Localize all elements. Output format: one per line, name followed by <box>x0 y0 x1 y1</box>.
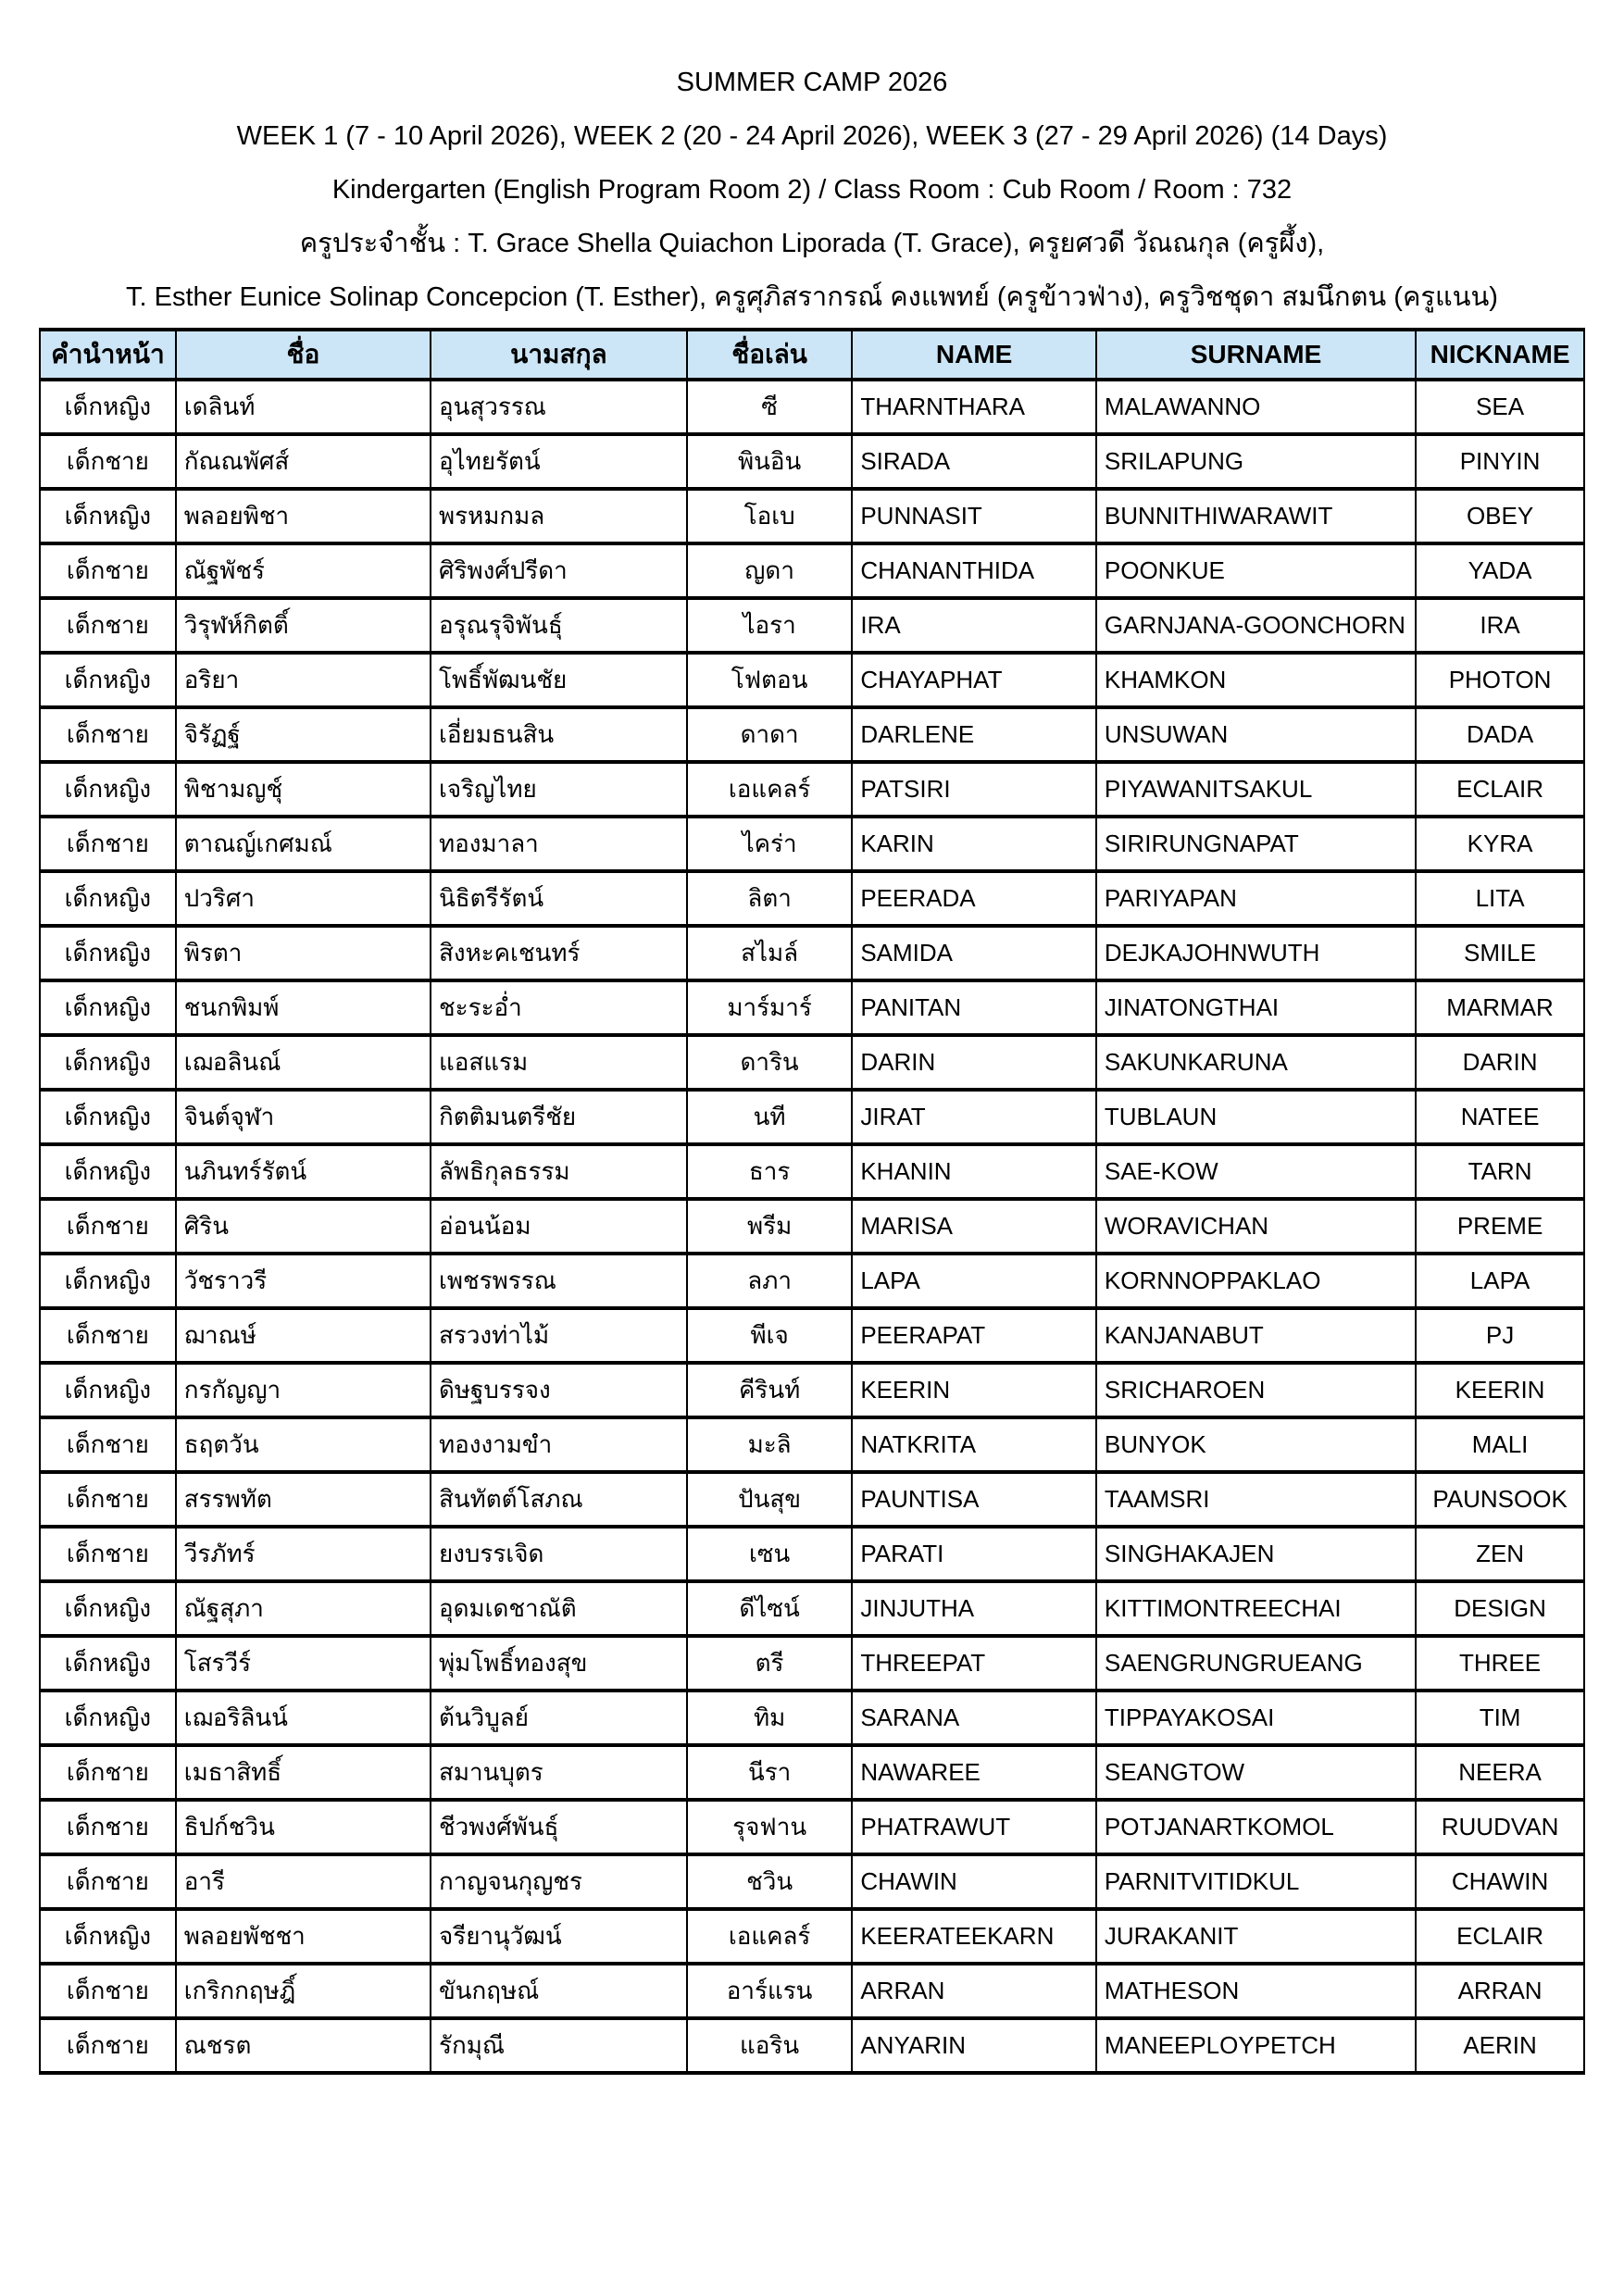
surname-cell: KITTIMONTREECHAI <box>1096 1581 1416 1636</box>
table-row <box>40 871 1584 926</box>
thai-first-name-cell: วีรภัทร์ <box>176 1527 431 1581</box>
surname-cell: TAAMSRI <box>1096 1472 1416 1527</box>
thai-first-name-cell: พลอยพิชา <box>176 489 431 543</box>
name-cell: CHAWIN <box>852 1854 1096 1909</box>
thai-first-name-cell: ศิริน <box>176 1199 431 1254</box>
thai-nickname-cell: พินอิน <box>687 434 852 489</box>
prefix-cell: เด็กหญิง <box>40 762 176 817</box>
table-row <box>40 1527 1584 1581</box>
table-row <box>40 1090 1584 1144</box>
prefix-cell: เด็กหญิง <box>40 1363 176 1417</box>
table-row <box>40 1144 1584 1199</box>
table-row <box>40 817 1584 871</box>
thai-nickname-cell: ลิตา <box>687 871 852 926</box>
teachers-line-1: ครูประจำชั้น : T. Grace Shella Quiachon Liporada (T. Grace), ครูยศวดี วัณณกุล (ครูผึ้ง), <box>299 229 1325 258</box>
thai-nickname-cell: คีรินท์ <box>687 1363 852 1417</box>
nickname-cell: ARRAN <box>1416 1964 1584 2018</box>
prefix-cell: เด็กหญิง <box>40 1691 176 1745</box>
prefix-cell: เด็กหญิง <box>40 1090 176 1144</box>
prefix-cell: เด็กหญิง <box>40 489 176 543</box>
surname-cell: JINATONGTHAI <box>1096 980 1416 1035</box>
table-row <box>40 1691 1584 1745</box>
name-cell: SIRADA <box>852 434 1096 489</box>
name-cell: KARIN <box>852 817 1096 871</box>
surname-cell: SRICHAROEN <box>1096 1363 1416 1417</box>
name-cell: DARLENE <box>852 707 1096 762</box>
nickname-cell: TARN <box>1416 1144 1584 1199</box>
table-row <box>40 380 1584 434</box>
thai-first-name-cell: กัณณพัศส์ <box>176 434 431 489</box>
thai-last-name-cell: ทองมาลา <box>431 817 687 871</box>
nickname-cell: PINYIN <box>1416 434 1584 489</box>
thai-first-name-cell: ธิปก์ชวิน <box>176 1800 431 1854</box>
surname-cell: SIRIRUNGNAPAT <box>1096 817 1416 871</box>
thai-nickname-cell: เซน <box>687 1527 852 1581</box>
thai-last-name-cell: สินทัตต์โสภณ <box>431 1472 687 1527</box>
surname-cell: GARNJANA-GOONCHORN <box>1096 598 1416 653</box>
surname-cell: POONKUE <box>1096 543 1416 598</box>
roster-table <box>39 328 1585 2075</box>
thai-nickname-cell: อาร์แรน <box>687 1964 852 2018</box>
prefix-cell: เด็กหญิง <box>40 653 176 707</box>
prefix-cell: เด็กหญิง <box>40 1144 176 1199</box>
name-cell: PEERAPAT <box>852 1308 1096 1363</box>
nickname-cell: THREE <box>1416 1636 1584 1691</box>
name-cell: MARISA <box>852 1199 1096 1254</box>
name-cell: NAWAREE <box>852 1745 1096 1800</box>
thai-first-name-cell: พิชามญชุ์ <box>176 762 431 817</box>
surname-cell: SINGHAKAJEN <box>1096 1527 1416 1581</box>
prefix-cell: เด็กชาย <box>40 2018 176 2073</box>
thai-nickname-cell: ชวิน <box>687 1854 852 1909</box>
thai-nickname-cell: ตรี <box>687 1636 852 1691</box>
nickname-cell: DADA <box>1416 707 1584 762</box>
prefix-cell: เด็กชาย <box>40 543 176 598</box>
thai-first-name-cell: ปวริศา <box>176 871 431 926</box>
page-title: SUMMER CAMP 2026 <box>676 68 948 97</box>
surname-cell: SAKUNKARUNA <box>1096 1035 1416 1090</box>
prefix-cell: เด็กหญิง <box>40 1254 176 1308</box>
thai-last-name-cell: เพชรพรรณ <box>431 1254 687 1308</box>
surname-cell: POTJANARTKOMOL <box>1096 1800 1416 1854</box>
table-row <box>40 1800 1584 1854</box>
nickname-cell: MARMAR <box>1416 980 1584 1035</box>
surname-cell: SRILAPUNG <box>1096 434 1416 489</box>
prefix-cell: เด็กชาย <box>40 1472 176 1527</box>
thai-nickname-cell: ทิม <box>687 1691 852 1745</box>
prefix-cell: เด็กหญิง <box>40 1909 176 1964</box>
thai-nickname-cell: ไคร่า <box>687 817 852 871</box>
prefix-cell: เด็กชาย <box>40 1800 176 1854</box>
surname-cell: PARIYAPAN <box>1096 871 1416 926</box>
surname-cell: PIYAWANITSAKUL <box>1096 762 1416 817</box>
table-row <box>40 1909 1584 1964</box>
surname-cell: DEJKAJOHNWUTH <box>1096 926 1416 980</box>
thai-last-name-cell: อ่อนน้อม <box>431 1199 687 1254</box>
surname-cell: MANEEPLOYPETCH <box>1096 2018 1416 2073</box>
thai-first-name-cell: ฌาณษ์ <box>176 1308 431 1363</box>
thai-last-name-cell: สิงหะคเชนทร์ <box>431 926 687 980</box>
table-row <box>40 489 1584 543</box>
thai-last-name-cell: รักมุณี <box>431 2018 687 2073</box>
name-cell: CHANANTHIDA <box>852 543 1096 598</box>
thai-first-name-cell: จินต์จุฬา <box>176 1090 431 1144</box>
nickname-cell: CHAWIN <box>1416 1854 1584 1909</box>
column-header-surname: SURNAME <box>1096 330 1416 380</box>
name-cell: KEERIN <box>852 1363 1096 1417</box>
surname-cell: TIPPAYAKOSAI <box>1096 1691 1416 1745</box>
prefix-cell: เด็กชาย <box>40 1308 176 1363</box>
table-row <box>40 1035 1584 1090</box>
thai-last-name-cell: อุไทยรัตน์ <box>431 434 687 489</box>
thai-first-name-cell: พลอยพัชชา <box>176 1909 431 1964</box>
surname-cell: JURAKANIT <box>1096 1909 1416 1964</box>
thai-first-name-cell: เฌอลินณ์ <box>176 1035 431 1090</box>
prefix-cell: เด็กหญิง <box>40 380 176 434</box>
nickname-cell: PREME <box>1416 1199 1584 1254</box>
name-cell: JIRAT <box>852 1090 1096 1144</box>
table-row <box>40 1636 1584 1691</box>
thai-last-name-cell: อุนสุวรรณ <box>431 380 687 434</box>
thai-first-name-cell: เฌอริลินน์ <box>176 1691 431 1745</box>
column-header-prefix: คำนำหน้า <box>40 330 176 380</box>
table-row <box>40 1254 1584 1308</box>
name-cell: SAMIDA <box>852 926 1096 980</box>
class-room-line: Kindergarten (English Program Room 2) / Class Room : Cub Room / Room : 732 <box>331 175 1293 205</box>
table-row <box>40 1308 1584 1363</box>
thai-first-name-cell: เดลินท์ <box>176 380 431 434</box>
nickname-cell: RUUDVAN <box>1416 1800 1584 1854</box>
thai-nickname-cell: นที <box>687 1090 852 1144</box>
name-cell: SARANA <box>852 1691 1096 1745</box>
nickname-cell: LAPA <box>1416 1254 1584 1308</box>
surname-cell: KANJANABUT <box>1096 1308 1416 1363</box>
prefix-cell: เด็กชาย <box>40 1745 176 1800</box>
nickname-cell: SEA <box>1416 380 1584 434</box>
nickname-cell: ECLAIR <box>1416 762 1584 817</box>
surname-cell: BUNYOK <box>1096 1417 1416 1472</box>
surname-cell: UNSUWAN <box>1096 707 1416 762</box>
thai-last-name-cell: แอสแรม <box>431 1035 687 1090</box>
teachers-line-2: T. Esther Eunice Solinap Concepcion (T. Esther), ครูศุภิสรากรณ์ คงแพทย์ (ครูข้าวฟ่าง), ครูวิชชุดา สมนึกตน (ครูแนน) <box>126 282 1498 312</box>
thai-nickname-cell: ดาริน <box>687 1035 852 1090</box>
thai-last-name-cell: สมานบุตร <box>431 1745 687 1800</box>
thai-last-name-cell: พุ่มโพธิ์ทองสุข <box>431 1636 687 1691</box>
prefix-cell: เด็กชาย <box>40 1199 176 1254</box>
nickname-cell: DARIN <box>1416 1035 1584 1090</box>
name-cell: ANYARIN <box>852 2018 1096 2073</box>
name-cell: LAPA <box>852 1254 1096 1308</box>
name-cell: THREEPAT <box>852 1636 1096 1691</box>
table-row <box>40 1472 1584 1527</box>
thai-first-name-cell: ณัฐสุภา <box>176 1581 431 1636</box>
nickname-cell: MALI <box>1416 1417 1584 1472</box>
thai-first-name-cell: กรกัญญา <box>176 1363 431 1417</box>
thai-nickname-cell: โอเบ <box>687 489 852 543</box>
weeks-line: WEEK 1 (7 - 10 April 2026), WEEK 2 (20 - 24 April 2026), WEEK 3 (27 - 29 April 2026) (14 Days) <box>236 121 1388 151</box>
prefix-cell: เด็กชาย <box>40 817 176 871</box>
name-cell: KEERATEEKARN <box>852 1909 1096 1964</box>
thai-nickname-cell: ไอรา <box>687 598 852 653</box>
name-cell: JINJUTHA <box>852 1581 1096 1636</box>
thai-nickname-cell: ลภา <box>687 1254 852 1308</box>
thai-last-name-cell: ดิษฐบรรจง <box>431 1363 687 1417</box>
thai-first-name-cell: ณชรต <box>176 2018 431 2073</box>
table-row <box>40 1363 1584 1417</box>
thai-first-name-cell: จิรัฏฐ์ <box>176 707 431 762</box>
prefix-cell: เด็กหญิง <box>40 980 176 1035</box>
thai-nickname-cell: พรีม <box>687 1199 852 1254</box>
prefix-cell: เด็กชาย <box>40 1527 176 1581</box>
table-row <box>40 1745 1584 1800</box>
table-row <box>40 926 1584 980</box>
name-cell: NATKRITA <box>852 1417 1096 1472</box>
thai-first-name-cell: นภินทร์รัตน์ <box>176 1144 431 1199</box>
thai-nickname-cell: นีรา <box>687 1745 852 1800</box>
surname-cell: SAENGRUNGRUEANG <box>1096 1636 1416 1691</box>
thai-last-name-cell: จรียานุวัฒน์ <box>431 1909 687 1964</box>
nickname-cell: OBEY <box>1416 489 1584 543</box>
prefix-cell: เด็กหญิง <box>40 871 176 926</box>
thai-last-name-cell: เจริญไทย <box>431 762 687 817</box>
surname-cell: PARNITVITIDKUL <box>1096 1854 1416 1909</box>
name-cell: PARATI <box>852 1527 1096 1581</box>
surname-cell: BUNNITHIWARAWIT <box>1096 489 1416 543</box>
column-header-name: NAME <box>852 330 1096 380</box>
name-cell: PHATRAWUT <box>852 1800 1096 1854</box>
nickname-cell: PHOTON <box>1416 653 1584 707</box>
prefix-cell: เด็กชาย <box>40 707 176 762</box>
thai-first-name-cell: โสรวีร์ <box>176 1636 431 1691</box>
name-cell: PANITAN <box>852 980 1096 1035</box>
prefix-cell: เด็กหญิง <box>40 1636 176 1691</box>
column-header-thai-first-name: ชื่อ <box>176 330 431 380</box>
table-row <box>40 707 1584 762</box>
prefix-cell: เด็กชาย <box>40 1417 176 1472</box>
thai-first-name-cell: วัชราวรี <box>176 1254 431 1308</box>
thai-last-name-cell: กิตติมนตรีชัย <box>431 1090 687 1144</box>
thai-nickname-cell: ปันสุข <box>687 1472 852 1527</box>
thai-last-name-cell: ขันกฤษณ์ <box>431 1964 687 2018</box>
name-cell: PATSIRI <box>852 762 1096 817</box>
table-row <box>40 980 1584 1035</box>
thai-first-name-cell: ณัฐพัชร์ <box>176 543 431 598</box>
thai-last-name-cell: ยงบรรเจิด <box>431 1527 687 1581</box>
table-row <box>40 543 1584 598</box>
nickname-cell: SMILE <box>1416 926 1584 980</box>
thai-nickname-cell: เอแคลร์ <box>687 1909 852 1964</box>
column-header-thai-last-name: นามสกุล <box>431 330 687 380</box>
roster-table-body <box>40 380 1584 2073</box>
thai-last-name-cell: ลัพธิกุลธรรม <box>431 1144 687 1199</box>
thai-first-name-cell: เกริกกฤษฎิ์ <box>176 1964 431 2018</box>
table-row <box>40 2018 1584 2073</box>
thai-last-name-cell: เอี่ยมธนสิน <box>431 707 687 762</box>
thai-first-name-cell: ธฤตวัน <box>176 1417 431 1472</box>
thai-nickname-cell: รุจฟาน <box>687 1800 852 1854</box>
prefix-cell: เด็กหญิง <box>40 1581 176 1636</box>
header-row <box>40 330 1584 380</box>
name-cell: THARNTHARA <box>852 380 1096 434</box>
nickname-cell: YADA <box>1416 543 1584 598</box>
prefix-cell: เด็กชาย <box>40 434 176 489</box>
thai-first-name-cell: ตาณญ์เกศมณ์ <box>176 817 431 871</box>
thai-last-name-cell: โพธิ์พัฒนชัย <box>431 653 687 707</box>
thai-last-name-cell: พรหมกมล <box>431 489 687 543</box>
nickname-cell: DESIGN <box>1416 1581 1584 1636</box>
nickname-cell: ECLAIR <box>1416 1909 1584 1964</box>
name-cell: PEERADA <box>852 871 1096 926</box>
thai-last-name-cell: สรวงท่าไม้ <box>431 1308 687 1363</box>
surname-cell: KORNNOPPAKLAO <box>1096 1254 1416 1308</box>
thai-nickname-cell: ธาร <box>687 1144 852 1199</box>
surname-cell: MALAWANNO <box>1096 380 1416 434</box>
nickname-cell: KEERIN <box>1416 1363 1584 1417</box>
nickname-cell: TIM <box>1416 1691 1584 1745</box>
surname-cell: TUBLAUN <box>1096 1090 1416 1144</box>
table-row <box>40 1854 1584 1909</box>
thai-last-name-cell: ต้นวิบูลย์ <box>431 1691 687 1745</box>
name-cell: PUNNASIT <box>852 489 1096 543</box>
nickname-cell: NATEE <box>1416 1090 1584 1144</box>
name-cell: KHANIN <box>852 1144 1096 1199</box>
thai-last-name-cell: ชะระอ่ำ <box>431 980 687 1035</box>
thai-last-name-cell: ทองงามขำ <box>431 1417 687 1472</box>
table-row <box>40 762 1584 817</box>
thai-last-name-cell: ศิริพงศ์ปรีดา <box>431 543 687 598</box>
table-row <box>40 1964 1584 2018</box>
name-cell: IRA <box>852 598 1096 653</box>
column-header-nickname: NICKNAME <box>1416 330 1584 380</box>
thai-nickname-cell: พีเจ <box>687 1308 852 1363</box>
thai-nickname-cell: เอแคลร์ <box>687 762 852 817</box>
surname-cell: SAE-KOW <box>1096 1144 1416 1199</box>
surname-cell: WORAVICHAN <box>1096 1199 1416 1254</box>
table-row <box>40 653 1584 707</box>
name-cell: ARRAN <box>852 1964 1096 2018</box>
thai-nickname-cell: มาร์มาร์ <box>687 980 852 1035</box>
thai-first-name-cell: พิรตา <box>176 926 431 980</box>
thai-first-name-cell: ชนกพิมพ์ <box>176 980 431 1035</box>
thai-nickname-cell: แอริน <box>687 2018 852 2073</box>
thai-nickname-cell: โฟตอน <box>687 653 852 707</box>
prefix-cell: เด็กชาย <box>40 1964 176 2018</box>
name-cell: CHAYAPHAT <box>852 653 1096 707</box>
thai-first-name-cell: วิรุฬห์กิตติ์ <box>176 598 431 653</box>
table-row <box>40 1199 1584 1254</box>
thai-nickname-cell: ดีไซน์ <box>687 1581 852 1636</box>
surname-cell: MATHESON <box>1096 1964 1416 2018</box>
thai-last-name-cell: อุดมเดชาณัติ <box>431 1581 687 1636</box>
nickname-cell: KYRA <box>1416 817 1584 871</box>
surname-cell: SEANGTOW <box>1096 1745 1416 1800</box>
nickname-cell: PJ <box>1416 1308 1584 1363</box>
column-header-thai-nickname: ชื่อเล่น <box>687 330 852 380</box>
table-row <box>40 1581 1584 1636</box>
surname-cell: KHAMKON <box>1096 653 1416 707</box>
thai-last-name-cell: กาญจนกุญชร <box>431 1854 687 1909</box>
thai-last-name-cell: นิธิตรีรัตน์ <box>431 871 687 926</box>
prefix-cell: เด็กหญิง <box>40 1035 176 1090</box>
name-cell: DARIN <box>852 1035 1096 1090</box>
thai-nickname-cell: ดาดา <box>687 707 852 762</box>
prefix-cell: เด็กชาย <box>40 598 176 653</box>
nickname-cell: IRA <box>1416 598 1584 653</box>
thai-first-name-cell: อริยา <box>176 653 431 707</box>
table-row <box>40 1417 1584 1472</box>
title-block <box>39 56 1585 324</box>
nickname-cell: AERIN <box>1416 2018 1584 2073</box>
thai-first-name-cell: อารี <box>176 1854 431 1909</box>
thai-last-name-cell: อรุณรุจิพันธุ์ <box>431 598 687 653</box>
nickname-cell: ZEN <box>1416 1527 1584 1581</box>
thai-nickname-cell: ญดา <box>687 543 852 598</box>
nickname-cell: LITA <box>1416 871 1584 926</box>
nickname-cell: PAUNSOOK <box>1416 1472 1584 1527</box>
thai-last-name-cell: ชีวพงศ์พันธุ์ <box>431 1800 687 1854</box>
thai-first-name-cell: สรรพทัต <box>176 1472 431 1527</box>
table-row <box>40 434 1584 489</box>
thai-first-name-cell: เมธาสิทธิ์ <box>176 1745 431 1800</box>
name-cell: PAUNTISA <box>852 1472 1096 1527</box>
thai-nickname-cell: มะลิ <box>687 1417 852 1472</box>
nickname-cell: NEERA <box>1416 1745 1584 1800</box>
thai-nickname-cell: สไมล์ <box>687 926 852 980</box>
prefix-cell: เด็กหญิง <box>40 926 176 980</box>
thai-nickname-cell: ซี <box>687 380 852 434</box>
prefix-cell: เด็กชาย <box>40 1854 176 1909</box>
table-row <box>40 598 1584 653</box>
